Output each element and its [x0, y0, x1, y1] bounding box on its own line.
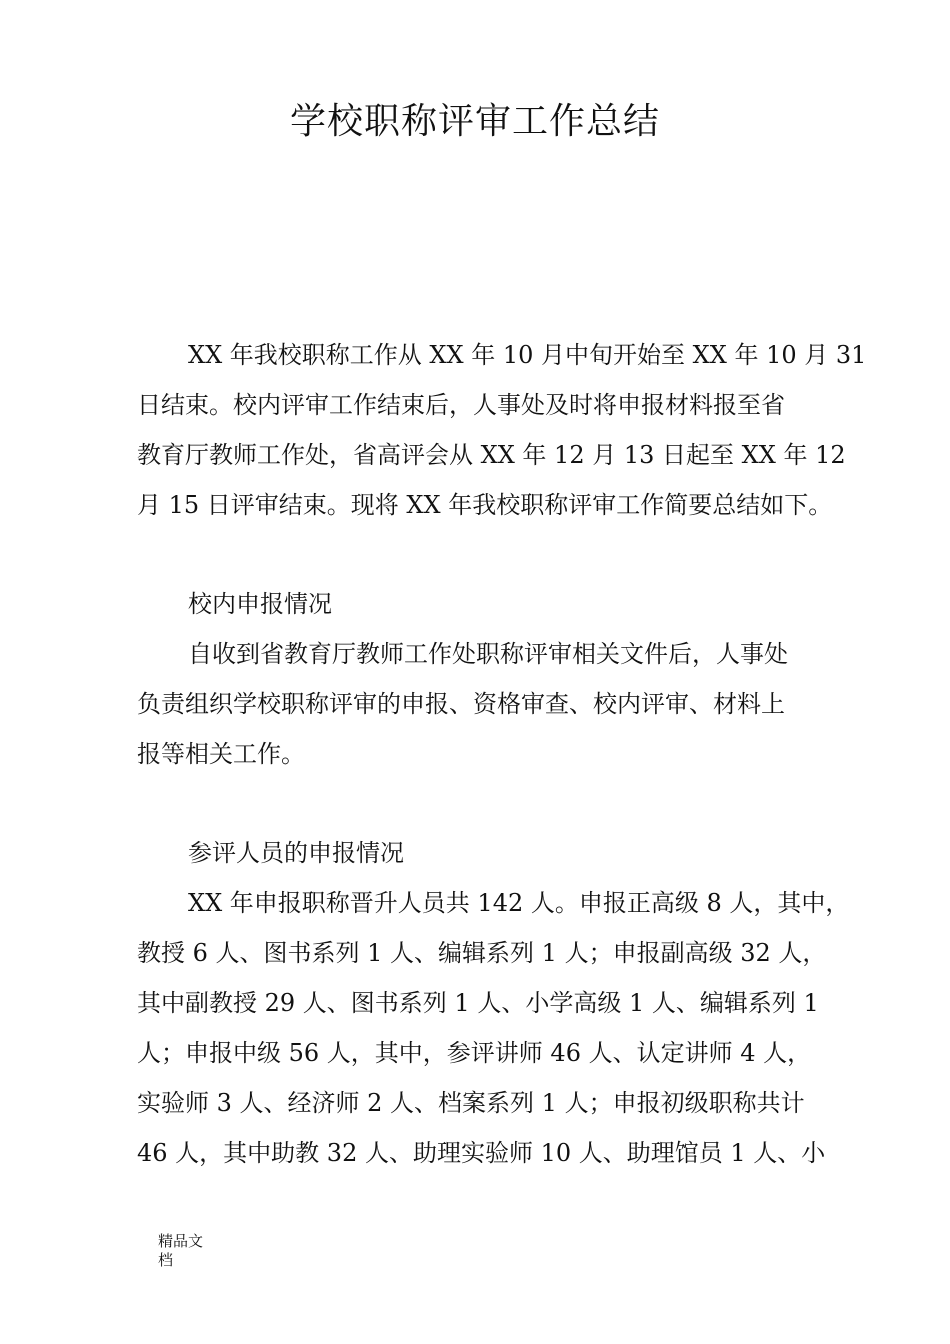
intro-line-4: 月 15 日评审结束。现将 XX 年我校职称评审工作简要总结如下。 [137, 491, 833, 519]
section2-line-6: 46 人，其中助教 32 人、助理实验师 10 人、助理馆员 1 人、小 [137, 1139, 826, 1167]
section2-line-3: 其中副教授 29 人、图书系列 1 人、小学高级 1 人、编辑系列 1 [137, 989, 819, 1017]
section1-line-1: 自收到省教育厅教师工作处职称评审相关文件后，人事处 [188, 640, 788, 668]
footer-line-1: 精品文 [158, 1232, 204, 1250]
document-title: 学校职称评审工作总结 [289, 101, 660, 142]
section1-line-2: 负责组织学校职称评审的申报、资格审查、校内评审、材料上 [137, 690, 785, 718]
section2-heading: 参评人员的申报情况 [188, 839, 404, 867]
intro-line-3: 教育厅教师工作处，省高评会从 XX 年 12 月 13 日起至 XX 年 12 [137, 441, 846, 469]
section1-line-3: 报等相关工作。 [137, 740, 305, 768]
section2-line-4: 人；申报中级 56 人，其中，参评讲师 46 人、认定讲师 4 人， [137, 1039, 812, 1067]
footer-line-2: 档 [158, 1251, 174, 1269]
intro-line-2: 日结束。校内评审工作结束后，人事处及时将申报材料报至省 [137, 391, 785, 419]
section2-line-1: XX 年申报职称晋升人员共 142 人。申报正高级 8 人，其中， [188, 889, 850, 917]
footer-watermark [158, 1232, 218, 1270]
section2-line-5: 实验师 3 人、经济师 2 人、档案系列 1 人；申报初级职称共计 [137, 1089, 805, 1117]
intro-line-1: XX 年我校职称工作从 XX 年 10 月中旬开始至 XX 年 10 月 31 [188, 341, 867, 369]
section1-heading: 校内申报情况 [188, 590, 332, 618]
section2-line-2: 教授 6 人、图书系列 1 人、编辑系列 1 人；申报副高级 32 人， [137, 939, 827, 967]
